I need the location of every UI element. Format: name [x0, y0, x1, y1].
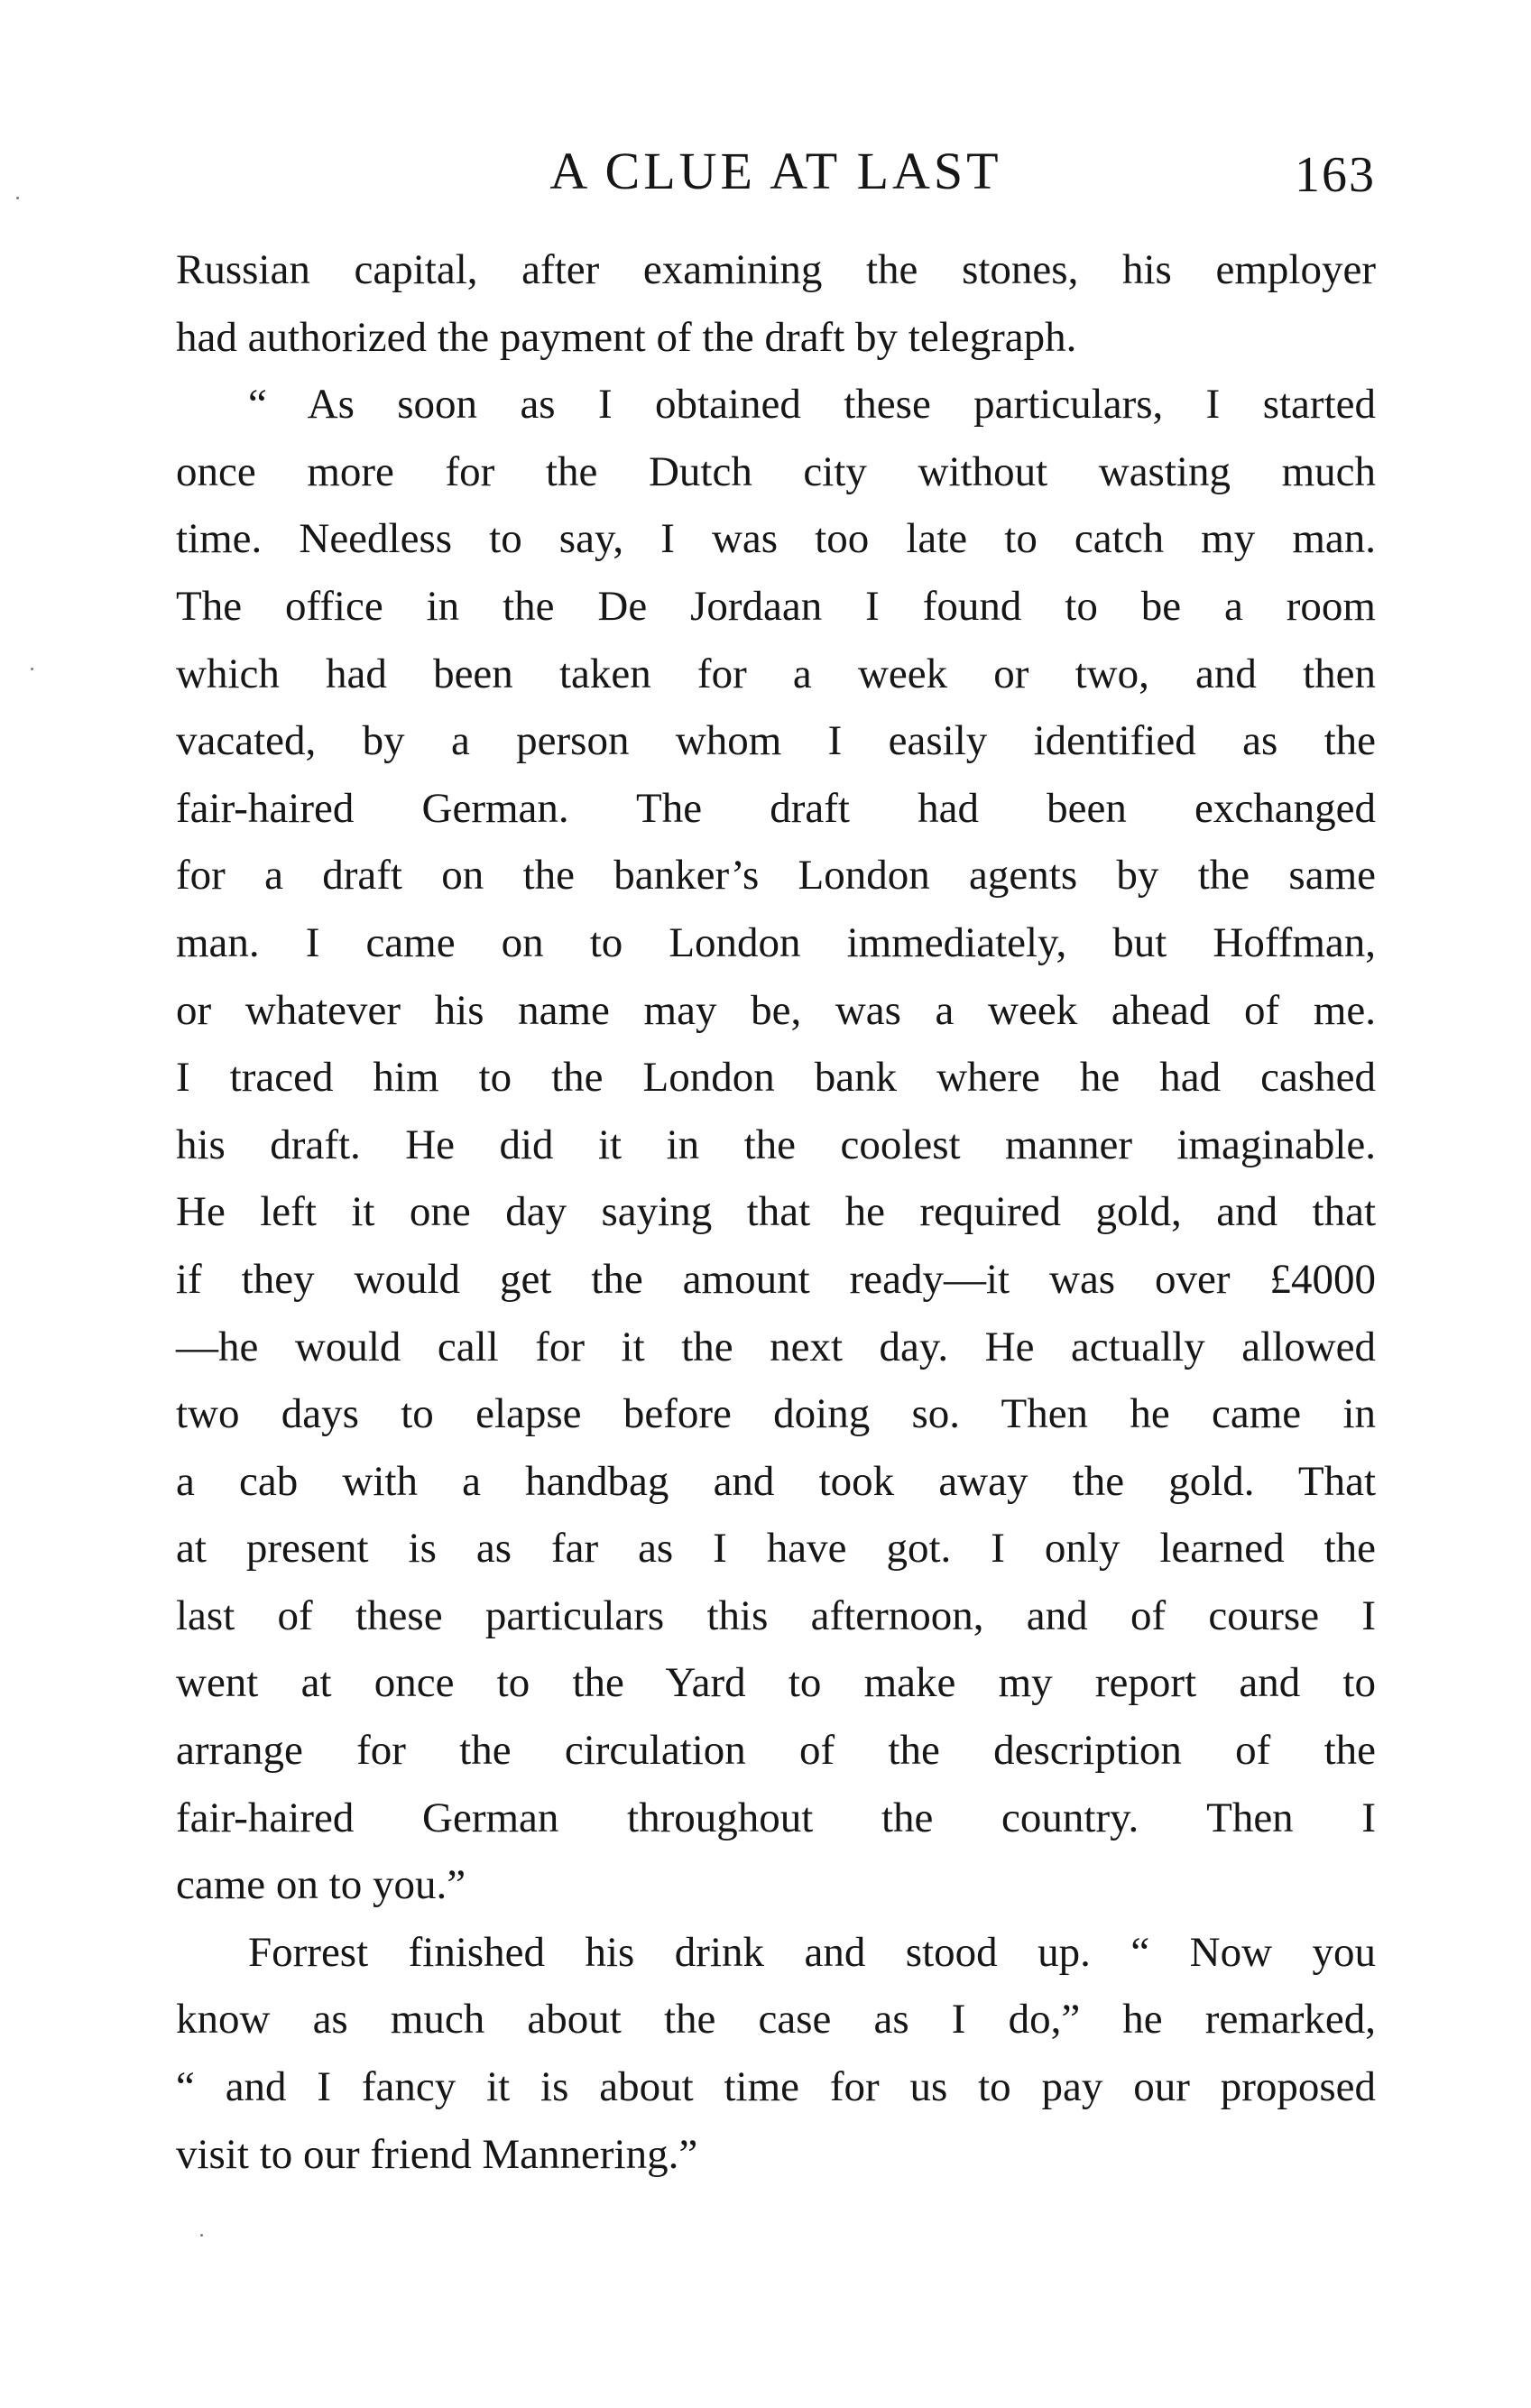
text-line: I traced him to the London bank where he had cashed — [176, 1054, 1376, 1102]
text-line: The office in the De Jordaan I found to be a room — [176, 582, 1376, 630]
text-line: once more for the Dutch city without wasting much — [176, 447, 1376, 495]
text-line: or whatever his name may be, was a week ahead of me. — [176, 986, 1376, 1034]
text-line: Russian capital, after examining the stones, his employer — [176, 246, 1376, 293]
scan-speck — [16, 197, 19, 199]
paragraph-3 — [176, 1919, 1376, 2188]
text-line: his draft. He did it in the coolest manner imaginable. — [176, 1121, 1376, 1168]
scan-speck — [200, 2234, 203, 2237]
text-line: —he would call for it the next day. He actually allowed — [176, 1323, 1376, 1370]
text-line: vacated, by a person whom I easily identified as the — [176, 717, 1376, 765]
text-line: arrange for the circulation of the description of the — [176, 1727, 1376, 1775]
text-line: man. I came on to London immediately, but Hoffman, — [176, 918, 1376, 966]
text-line: He left it one day saying that he required gold, and that — [176, 1188, 1376, 1236]
text-line: had authorized the payment of the draft by telegraph. — [176, 313, 1077, 361]
text-line: two days to elapse before doing so. Then he came in — [176, 1390, 1376, 1438]
text-line: “ and I fancy it is about time for us to pay our proposed — [176, 2063, 1376, 2111]
text-line: a cab with a handbag and took away the gold. That — [176, 1457, 1376, 1505]
paragraph-1 — [176, 236, 1376, 371]
text-line: know as much about the case as I do,” he remarked, — [176, 1996, 1376, 2044]
text-line: time. Needless to say, I was too late to catch my man. — [176, 515, 1376, 563]
text-line: fair-haired German. The draft had been exchanged — [176, 784, 1376, 832]
text-line: came on to you.” — [176, 1861, 466, 1909]
text-line: at present is as far as I have got. I only learned the — [176, 1525, 1376, 1573]
text-line: Forrest finished his drink and stood up. “ Now you — [248, 1928, 1376, 1976]
text-line: fair-haired German throughout the country. Then I — [176, 1794, 1376, 1841]
body-text — [176, 236, 1376, 2188]
text-line: went at once to the Yard to make my report and to — [176, 1659, 1376, 1707]
text-line: last of these particulars this afternoon, and of course I — [176, 1591, 1376, 1639]
paragraph-2 — [176, 371, 1376, 1919]
text-line: for a draft on the banker’s London agents by the same — [176, 852, 1376, 900]
text-line: “ As soon as I obtained these particulars, I started — [248, 381, 1376, 429]
running-head — [176, 135, 1376, 208]
text-line: if they would get the amount ready—it was over £4000 — [176, 1255, 1376, 1303]
scan-speck — [31, 668, 33, 670]
text-line: visit to our friend Mannering.” — [176, 2130, 698, 2178]
page-number: 163 — [1295, 147, 1376, 203]
text-line: which had been taken for a week or two, and then — [176, 650, 1376, 697]
running-title: A CLUE AT LAST — [549, 142, 1002, 200]
